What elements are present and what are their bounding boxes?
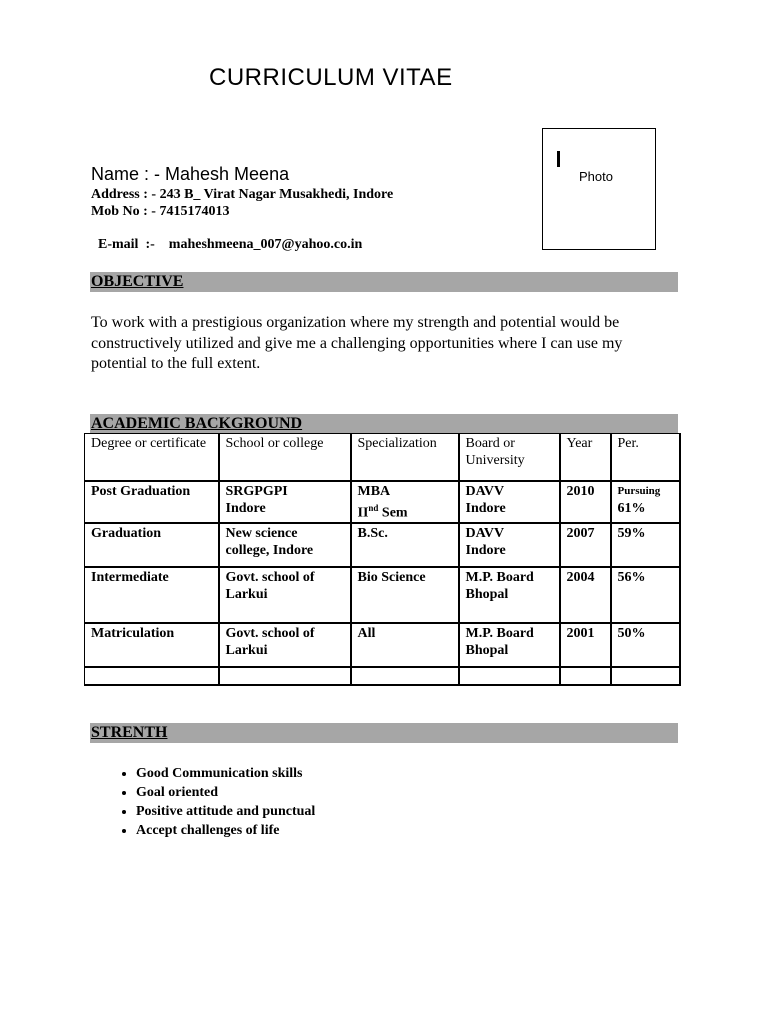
cell-specialization: Bio Science: [351, 567, 459, 623]
cell-degree: Post Graduation: [85, 481, 219, 524]
cell-specialization: [351, 481, 459, 524]
cell-school: Govt. school of Larkui: [219, 623, 351, 667]
cell-percent: 59%: [611, 523, 680, 567]
mba-semester: IInd Sem: [357, 502, 408, 521]
objective-text: To work with a prestigious organization where my strength and potential would be constructively utilized and give me a challenging opportunities where I can use my potential to the full extent.: [91, 314, 623, 372]
mobile-line: [91, 204, 229, 220]
cell-year: 2010: [560, 481, 611, 524]
strength-heading: STRENTH: [91, 724, 168, 741]
text-cursor-icon: [557, 151, 560, 167]
cell-specialization: B.Sc.: [351, 523, 459, 567]
header-specialization: Specialization: [351, 434, 459, 481]
empty-cell: [351, 667, 459, 685]
cell-specialization: All: [351, 623, 459, 667]
cell-board: DAVV Indore: [459, 481, 560, 524]
cell-school: SRGPGPI Indore: [219, 481, 351, 524]
list-item: • Goal oriented: [136, 783, 315, 802]
table-row: [85, 523, 680, 567]
list-item: • Accept challenges of life: [136, 821, 315, 840]
cell-school: Govt. school of Larkui: [219, 567, 351, 623]
empty-cell: [85, 667, 219, 685]
table-row: [85, 623, 680, 667]
cell-board: M.P. Board Bhopal: [459, 567, 560, 623]
percent-value: 61%: [617, 500, 646, 516]
objective-heading: OBJECTIVE: [91, 273, 184, 290]
address-label: Address: [91, 187, 140, 202]
list-item: • Positive attitude and punctual: [136, 802, 315, 821]
email-line: [91, 221, 362, 253]
cell-board: DAVV Indore: [459, 523, 560, 567]
cell-year: 2004: [560, 567, 611, 623]
cell-year: 2001: [560, 623, 611, 667]
strength-header: [90, 723, 678, 743]
empty-cell: [611, 667, 680, 685]
email-value: :- maheshmeena_007@yahoo.co.in: [138, 237, 363, 252]
cell-degree: Graduation: [85, 523, 219, 567]
header-school: School or college: [219, 434, 351, 481]
address-line: [91, 187, 393, 203]
cell-percent: 56%: [611, 567, 680, 623]
strength-list: [110, 764, 315, 840]
table-header-row: [85, 434, 680, 481]
list-item: • Good Communication skills: [136, 764, 315, 783]
mobile-label: Mob No: [91, 204, 140, 219]
cell-degree: Matriculation: [85, 623, 219, 667]
cell-school: New science college, Indore: [219, 523, 351, 567]
header-year: Year: [560, 434, 611, 481]
mobile-value: : - 7415174013: [139, 204, 230, 219]
email-label: E-mail: [98, 237, 139, 252]
table-row: [85, 567, 680, 623]
academic-header: [90, 414, 678, 434]
photo-label: Photo: [579, 169, 613, 184]
academic-heading: ACADEMIC BACKGROUND: [91, 415, 303, 432]
cell-degree: Intermediate: [85, 567, 219, 623]
academic-table: [84, 433, 681, 686]
photo-placeholder: [542, 128, 656, 250]
objective-header: [90, 272, 678, 292]
cell-percent: [611, 481, 680, 524]
header-degree: Degree or certificate: [85, 434, 219, 481]
document-title: CURRICULUM VITAE: [209, 64, 453, 91]
mba-label: MBA: [357, 483, 391, 499]
table-row: [85, 481, 680, 524]
empty-cell: [219, 667, 351, 685]
empty-cell: [560, 667, 611, 685]
cell-year: 2007: [560, 523, 611, 567]
cell-board: M.P. Board Bhopal: [459, 623, 560, 667]
pursuing-label: Pursuing: [617, 484, 661, 497]
table-row-empty: [85, 667, 680, 685]
header-board: Board or University: [459, 434, 560, 481]
candidate-name: Name : - Mahesh Meena: [91, 164, 290, 184]
cell-percent: 50%: [611, 623, 680, 667]
empty-cell: [459, 667, 560, 685]
header-percent: Per.: [611, 434, 680, 481]
address-value: : - 243 B_ Virat Nagar Musakhedi, Indore: [139, 187, 394, 202]
